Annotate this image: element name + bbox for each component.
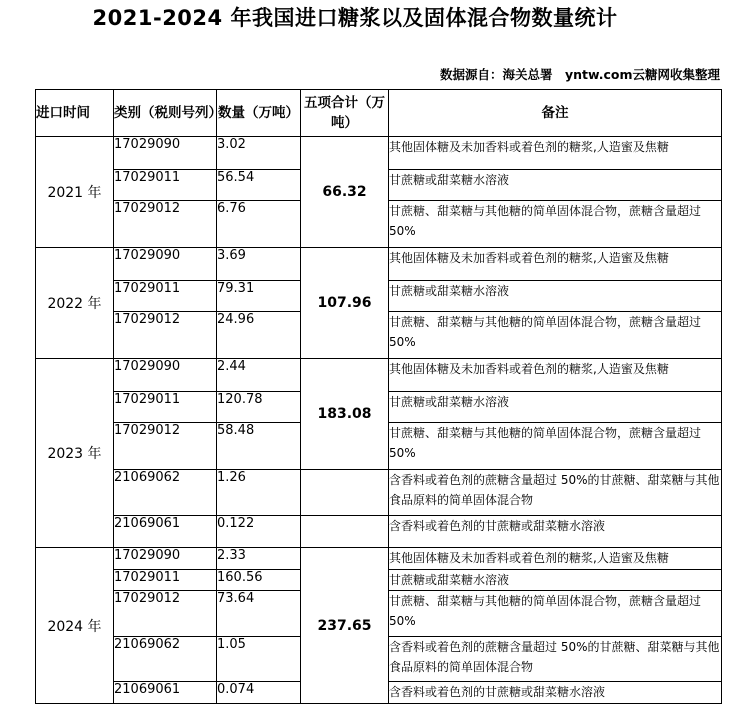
- code-cell: 17029012: [114, 201, 217, 248]
- code-cell: 17029012: [114, 312, 217, 359]
- total-cell: 237.65: [301, 548, 389, 704]
- qty-cell: 0.074: [217, 682, 301, 704]
- header-row: [36, 90, 722, 137]
- table-row: [36, 516, 722, 548]
- code-cell: 17029090: [114, 548, 217, 570]
- note-cell: 含香料或着色剂的蔗糖含量超过 50%的甘蔗糖、甜菜糖与其他食品原料的简单固体混合物: [389, 470, 722, 516]
- code-cell: 17029012: [114, 591, 217, 637]
- note-cell: 其他固体糖及未加香料或着色剂的糖浆,人造蜜及焦糖: [389, 359, 722, 392]
- code-cell: 21069061: [114, 682, 217, 704]
- note-cell: 其他固体糖及未加香料或着色剂的糖浆,人造蜜及焦糖: [389, 137, 722, 170]
- note-cell: 其他固体糖及未加香料或着色剂的糖浆,人造蜜及焦糖: [389, 248, 722, 281]
- year-cell: 2023 年: [36, 359, 114, 548]
- qty-cell: 120.78: [217, 392, 301, 423]
- qty-cell: 0.122: [217, 516, 301, 548]
- note-cell: 甘蔗糖、甜菜糖与其他糖的简单固体混合物，蔗糖含量超过 50%: [389, 201, 722, 248]
- qty-cell: 3.02: [217, 137, 301, 170]
- note-cell: 甘蔗糖、甜菜糖与其他糖的简单固体混合物，蔗糖含量超过 50%: [389, 312, 722, 359]
- note-cell: 甘蔗糖或甜菜糖水溶液: [389, 170, 722, 201]
- total-empty-cell: [301, 516, 389, 548]
- code-cell: 21069061: [114, 516, 217, 548]
- note-cell: 含香料或着色剂的甘蔗糖或甜菜糖水溶液: [389, 516, 722, 548]
- qty-cell: 79.31: [217, 281, 301, 312]
- code-cell: 17029090: [114, 248, 217, 281]
- code-cell: 17029011: [114, 281, 217, 312]
- note-cell: 甘蔗糖或甜菜糖水溶液: [389, 281, 722, 312]
- year-cell: 2021 年: [36, 137, 114, 248]
- code-cell: 17029011: [114, 570, 217, 591]
- code-cell: 17029011: [114, 392, 217, 423]
- qty-cell: 160.56: [217, 570, 301, 591]
- import-table: [35, 89, 722, 704]
- note-cell: 其他固体糖及未加香料或着色剂的糖浆,人造蜜及焦糖: [389, 548, 722, 570]
- year-cell: 2024 年: [36, 548, 114, 704]
- note-cell: 含香料或着色剂的甘蔗糖或甜菜糖水溶液: [389, 682, 722, 704]
- code-cell: 17029090: [114, 359, 217, 392]
- year-cell: 2022 年: [36, 248, 114, 359]
- note-cell: 甘蔗糖或甜菜糖水溶液: [389, 570, 722, 591]
- code-cell: 17029090: [114, 137, 217, 170]
- table-row: [36, 359, 722, 392]
- header-code: 类别（税则号列）: [114, 90, 217, 137]
- data-source: 数据源自：海关总署 yntw.com云糖网收集整理: [439, 67, 720, 82]
- total-cell: 183.08: [301, 359, 389, 470]
- qty-cell: 24.96: [217, 312, 301, 359]
- code-cell: 21069062: [114, 637, 217, 682]
- qty-cell: 2.33: [217, 548, 301, 570]
- qty-cell: 56.54: [217, 170, 301, 201]
- header-year: 进口时间: [36, 90, 114, 137]
- note-cell: 含香料或着色剂的蔗糖含量超过 50%的甘蔗糖、甜菜糖与其他食品原料的简单固体混合物: [389, 637, 722, 682]
- table-row: [36, 548, 722, 570]
- table-row: [36, 137, 722, 170]
- total-cell: 66.32: [301, 137, 389, 248]
- qty-cell: 1.26: [217, 470, 301, 516]
- qty-cell: 58.48: [217, 423, 301, 470]
- header-note: 备注: [389, 90, 722, 137]
- header-qty: 数量（万吨）: [217, 90, 301, 137]
- qty-cell: 6.76: [217, 201, 301, 248]
- code-cell: 17029011: [114, 170, 217, 201]
- qty-cell: 73.64: [217, 591, 301, 637]
- note-cell: 甘蔗糖或甜菜糖水溶液: [389, 392, 722, 423]
- total-cell: 107.96: [301, 248, 389, 359]
- header-total: 五项合计（万吨）: [301, 90, 389, 137]
- note-cell: 甘蔗糖、甜菜糖与其他糖的简单固体混合物，蔗糖含量超过 50%: [389, 423, 722, 470]
- table-row: [36, 248, 722, 281]
- qty-cell: 1.05: [217, 637, 301, 682]
- code-cell: 17029012: [114, 423, 217, 470]
- code-cell: 21069062: [114, 470, 217, 516]
- page-title: 2021-2024 年我国进口糖浆以及固体混合物数量统计: [92, 6, 618, 30]
- note-cell: 甘蔗糖、甜菜糖与其他糖的简单固体混合物，蔗糖含量超过 50%: [389, 591, 722, 637]
- table-row: [36, 470, 722, 516]
- total-empty-cell: [301, 470, 389, 516]
- qty-cell: 2.44: [217, 359, 301, 392]
- qty-cell: 3.69: [217, 248, 301, 281]
